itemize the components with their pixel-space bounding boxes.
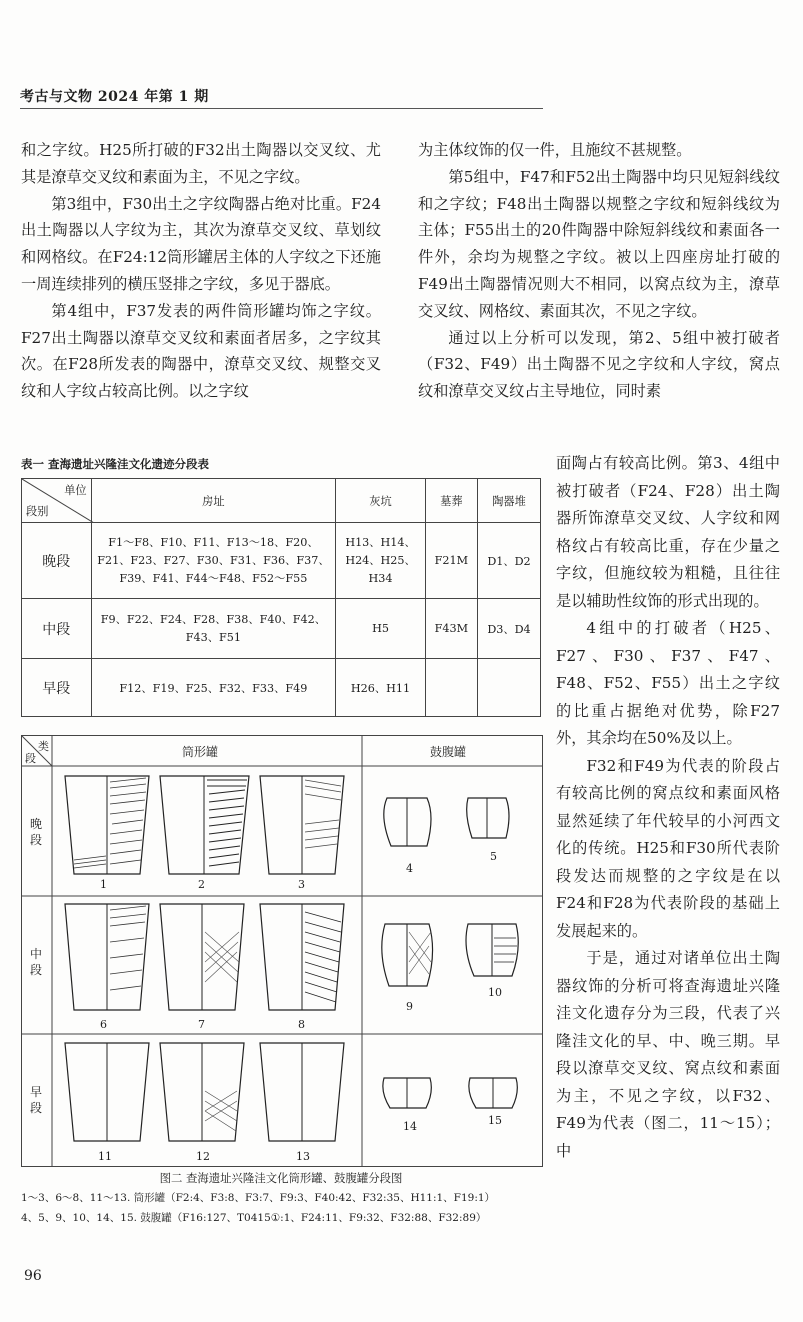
vessel-drawing	[257, 902, 347, 1018]
pit-cell: H13、H14、H24、H25、H34	[336, 523, 426, 599]
corner-bottom: 段别	[26, 505, 49, 518]
vessel-drawing	[462, 796, 512, 846]
stage-table	[21, 478, 541, 717]
vessel-drawing	[257, 774, 347, 882]
vessel-drawing	[157, 902, 247, 1018]
col-header-bulging-jar: 鼓腹罐	[430, 745, 467, 759]
paragraph: 为主体纹饰的仅一件，且施纹不甚规整。	[418, 141, 692, 159]
paragraph: 和之字纹。H25所打破的F32出土陶器以交叉纹、尤其是潦草交叉纹和素面为主，不见之字纹。	[21, 141, 381, 186]
pottery-figure	[21, 735, 543, 1167]
paragraph: 4组中的打破者（H25、F27、F30、F37、F47、F48、F52、F55）出土之字纹的比重占据绝对优势，除F27外，其余均在50%及以上。	[556, 619, 780, 747]
paragraph: 第3组中，F30出土之字纹陶器占绝对比重。F24出土陶器以人字纹为主，其次为潦草交叉纹、草划纹和网格纹。在F24:12筒形罐居主体的人字纹之下还施一周连续排列的横压竖排之字纹，多见于器底。	[21, 194, 381, 293]
stage-cell: 中段	[22, 599, 92, 659]
corner-bottom: 段	[25, 752, 36, 765]
vessel-number: 15	[488, 1114, 502, 1127]
figure-note: 4、5、9、10、14、15. 鼓腹罐（F16:127、T0415①:1、F24:11、F9:32、F32:88、F32:89）	[21, 1212, 487, 1224]
pile-cell: D3、D4	[478, 599, 541, 659]
col-header: 陶器堆	[478, 479, 541, 523]
corner-top: 类	[38, 740, 49, 753]
narrow-column	[556, 450, 780, 1165]
vessel-number: 10	[488, 986, 502, 999]
paragraph: 通过以上分析可以发现，第2、5组中被打破者（F32、F49）出土陶器不见之字纹和人字纹，窝点纹和潦草交叉纹占主导地位，同时素	[418, 328, 780, 401]
house-cell: F9、F22、F24、F28、F38、F40、F42、F43、F51	[91, 599, 336, 659]
corner-cell	[22, 479, 92, 523]
col-header-jar: 筒形罐	[182, 745, 219, 759]
paragraph: F32和F49为代表的阶段占有较高比例的窝点纹和素面风格显然延续了年代较早的小河西文化的传统。H25和F30所代表阶段发达而规整的之字纹是在以F24和F28为代表阶段的基础上发展起来的。	[556, 756, 780, 940]
paragraph: 于是，通过对诸单位出土陶器纹饰的分析可将查海遗址兴隆洼文化遗存分为三段，代表了兴隆洼文化的早、中、晚三期。早段以潦草交叉纹、窝点纹和素面为主，不见之字纹，以F32、F49为代表（图二，11～15）；中	[556, 949, 780, 1160]
vessel-drawing	[157, 774, 252, 882]
vessel-drawing	[462, 922, 522, 982]
vessel-number: 2	[198, 878, 205, 891]
vessel-drawing	[157, 1041, 247, 1149]
vessel-number: 6	[100, 1018, 107, 1031]
vessel-drawing	[377, 796, 437, 856]
vessel-number: 14	[403, 1120, 417, 1133]
table-caption: 表一 查海遗址兴隆洼文化遗迹分段表	[21, 457, 210, 471]
stage-label: 晚段	[30, 817, 43, 847]
page-number: 96	[24, 1268, 42, 1284]
vessel-drawing	[62, 774, 152, 882]
pit-cell: H26、H11	[336, 659, 426, 717]
figure-note: 1～3、6～8、11～13. 筒形罐（F2:4、F3:8、F3:7、F9:3、F40:42、F32:35、H11:1、F19:1）	[21, 1192, 496, 1204]
right-column	[418, 137, 780, 405]
vessel-drawing	[257, 1041, 347, 1149]
vessel-number: 9	[406, 1000, 413, 1013]
col-header: 灰坑	[336, 479, 426, 523]
vessel-number: 8	[298, 1018, 305, 1031]
pile-cell: D1、D2	[478, 523, 541, 599]
table-row	[22, 659, 541, 717]
stage-label: 中段	[30, 947, 43, 977]
stage-cell: 晚段	[22, 523, 92, 599]
vessel-number: 13	[296, 1150, 310, 1163]
corner-top: 单位	[64, 484, 87, 497]
col-header: 房址	[91, 479, 336, 523]
house-cell: F12、F19、F25、F32、F33、F49	[91, 659, 336, 717]
paragraph: 面陶占有较高比例。第3、4组中被打破者（F24、F28）出土陶器所饰潦草交叉纹、人字纹和网格纹占有较高比重，存在少量之字纹，但施纹较为粗糙，且往往是以辅助性纹饰的形式出现的。	[556, 454, 780, 610]
vessel-drawing	[377, 922, 437, 992]
table-row	[22, 599, 541, 659]
pit-cell: H5	[336, 599, 426, 659]
vessel-number: 11	[98, 1150, 112, 1163]
vessel-number: 5	[490, 850, 497, 863]
paragraph: 第5组中，F47和F52出土陶器中均只见短斜线纹和之字纹；F48出土陶器以规整之字纹和短斜线纹为主体；F55出土的20件陶器中除短斜线纹和素面各一件外，余均为规整之字纹。被以上四座房址打破的F49出土陶器情况则大不相同，以窝点纹为主，潦草交叉纹、网格纹、素面其次，不见之字纹。	[418, 167, 780, 320]
burial-cell: F21M	[425, 523, 477, 599]
figure-caption	[21, 1168, 541, 1228]
left-column	[21, 137, 381, 405]
vessel-number: 12	[196, 1150, 210, 1163]
vessel-drawing	[62, 1041, 152, 1149]
vessel-number: 1	[100, 878, 107, 891]
col-header: 墓葬	[425, 479, 477, 523]
header-rule	[20, 108, 543, 109]
table-row	[22, 523, 541, 599]
pile-cell	[478, 659, 541, 717]
house-cell: F1～F8、F10、F11、F13～18、F20、F21、F23、F27、F30、F31、F36、F37、F39、F41、F44～F48、F52～F55	[91, 523, 336, 599]
vessel-number: 4	[406, 862, 413, 875]
vessel-number: 7	[198, 1018, 205, 1031]
vessel-drawing	[62, 902, 152, 1018]
vessel-drawing	[466, 1076, 520, 1116]
running-header: 考古与文物 2024 年第 1 期	[20, 89, 209, 105]
paragraph: 第4组中，F37发表的两件筒形罐均饰之字纹。F27出土陶器以潦草交叉纹和素面者居多，之字纹其次。在F28所发表的陶器中，潦草交叉纹、规整交叉纹和人字纹占较高比例。以之字纹	[21, 301, 381, 401]
stage-label: 早段	[30, 1085, 43, 1115]
vessel-number: 3	[298, 878, 305, 891]
burial-cell	[425, 659, 477, 717]
stage-cell: 早段	[22, 659, 92, 717]
burial-cell: F43M	[425, 599, 477, 659]
figure-title: 图二 查海遗址兴隆洼文化筒形罐、鼓腹罐分段图	[159, 1171, 403, 1185]
vessel-drawing	[380, 1076, 434, 1116]
